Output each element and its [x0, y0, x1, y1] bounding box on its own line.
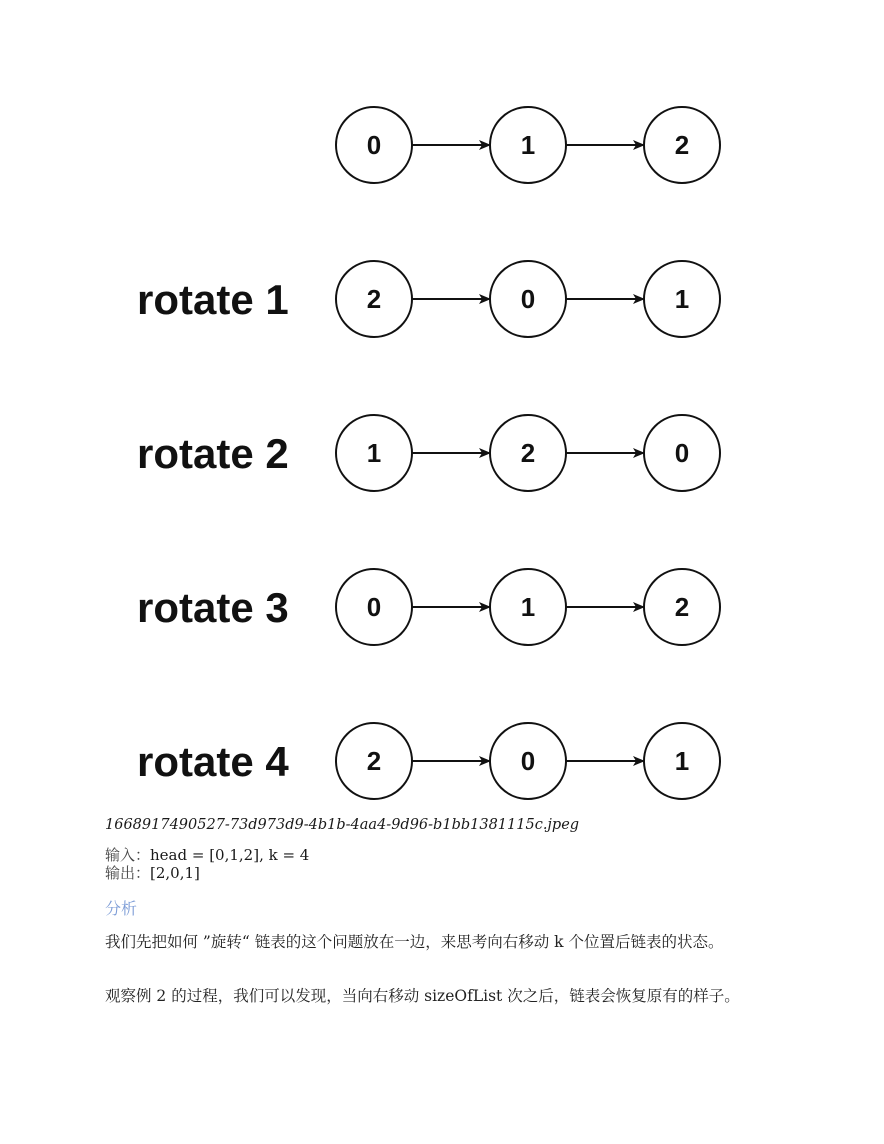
node-value: 2	[366, 284, 382, 314]
input-value: head = [0,1,2], k = 4	[150, 846, 310, 864]
node-value: 2	[366, 746, 382, 776]
node-value: 1	[674, 746, 690, 776]
node-value: 1	[520, 130, 536, 160]
diagram-row	[336, 107, 720, 183]
diagram-row	[137, 723, 720, 799]
node-value: 1	[520, 592, 536, 622]
node-value: 0	[520, 284, 536, 314]
node-value: 0	[520, 746, 536, 776]
output-value: [2,0,1]	[150, 864, 200, 882]
node-value: 2	[674, 592, 690, 622]
node-value: 2	[674, 130, 690, 160]
paragraph: 观察例 2 的过程，我们可以发现，当向右移动 sizeOfList 次之后，链表会恢复原有的样子。	[105, 987, 740, 1005]
input-line	[105, 846, 309, 864]
row-label: rotate 4	[137, 738, 289, 785]
image-caption: 1668917490527-73d973d9-4b1b-4aa4-9d96-b1bb1381115c.jpeg	[105, 817, 580, 833]
paragraph: 我们先把如何 ”旋转“ 链表的这个问题放在一边，来思考向右移动 k 个位置后链表的状态。	[105, 933, 724, 951]
output-label: 输出：	[105, 864, 151, 882]
node-value: 0	[674, 438, 690, 468]
row-label: rotate 2	[137, 430, 289, 477]
output-line	[105, 864, 309, 882]
example-io	[105, 846, 309, 882]
node-value: 2	[520, 438, 536, 468]
node-value: 1	[674, 284, 690, 314]
section-heading: 分析	[105, 899, 138, 918]
diagram-row	[137, 415, 720, 491]
node-value: 1	[366, 438, 382, 468]
diagram-row	[137, 569, 720, 645]
row-label: rotate 3	[137, 584, 289, 631]
input-label: 输入：	[105, 846, 151, 864]
node-value: 0	[366, 592, 382, 622]
row-label: rotate 1	[137, 276, 289, 323]
node-value: 0	[366, 130, 382, 160]
diagram-row	[137, 261, 720, 337]
